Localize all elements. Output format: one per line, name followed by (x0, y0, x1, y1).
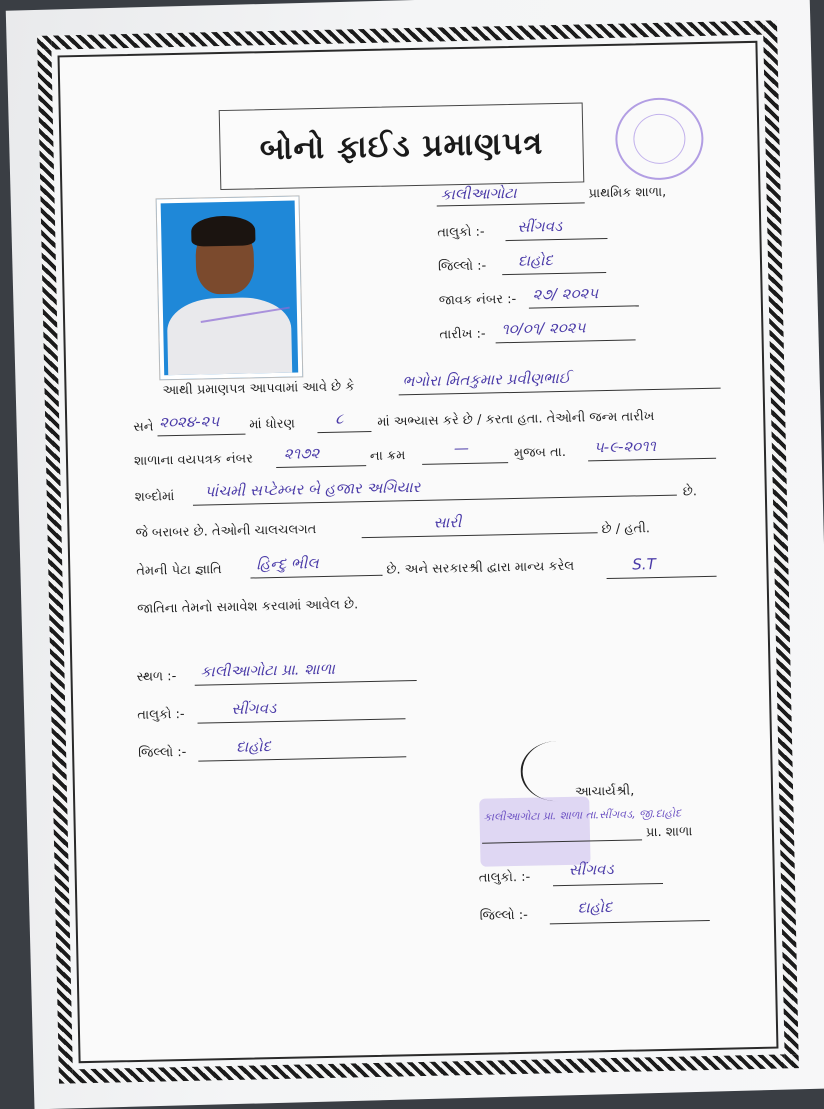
place-value: કાલીઆગોટા પ્રા. શાળા (200, 659, 336, 681)
outward-value: ૨૭/ ૨૦૨૫ (532, 284, 599, 304)
reg-line (276, 465, 366, 468)
student-photo (157, 196, 303, 379)
footer-district-label: જિલ્લો :- (137, 744, 187, 761)
taluka-label: તાલુકો :- (437, 224, 485, 241)
school-name-value: કાલીઆગોટા (440, 183, 517, 204)
outward-line (529, 305, 639, 308)
body-line1: આથી પ્રમાણપત્ર આપવામાં આવે છે કે (162, 379, 355, 399)
conduct-value: સારી (433, 513, 462, 532)
district-line (502, 272, 606, 275)
dob-line (588, 458, 716, 462)
reg-value: ૨૧૭૨ (283, 444, 320, 463)
category-value: S.T (632, 555, 656, 574)
body-line6-prefix: તેમની પેટા જ્ઞાતિ (136, 562, 222, 579)
school-suffix: પ્રાથમિક શાળા, (588, 184, 667, 202)
school-seal (479, 796, 590, 866)
principal-taluka-value: સીંગવડ (568, 859, 614, 879)
principal-district-line (550, 920, 710, 924)
principal-label: આચાર્યશ્રી, (574, 783, 635, 800)
caste-value: હિન્દુ ભીલ (256, 554, 319, 574)
year-line (158, 434, 246, 437)
certificate-content (66, 51, 771, 1055)
round-stamp (615, 97, 705, 181)
footer-district-line (198, 756, 406, 761)
district-value: દાહોદ (517, 251, 553, 270)
footer-taluka-value: સીંગવડ (231, 699, 277, 718)
student-name-value: ભગોરા મિતકુમાર પ્રવીણભાઈ (402, 368, 571, 391)
place-line (195, 680, 417, 686)
photo-hair (191, 215, 256, 246)
year-value: ૨૦૨૪-૨૫ (159, 412, 220, 432)
body-line5-prefix: જે બરાબર છે. તેઓની ચાલચલગત (135, 522, 317, 541)
body-line6-mid: છે. અને સરકારશ્રી દ્વારા માન્ય કરેલ (386, 558, 575, 578)
principal-school-suffix: પ્રા. શાળા (645, 824, 693, 841)
certificate-title: બોનો ફાઈડ પ્રમાણપત્ર (259, 124, 544, 167)
body-line2-prefix: સને (133, 419, 154, 435)
caste-line (250, 575, 382, 579)
serial-value: — (453, 438, 470, 458)
district-label: જિલ્લો :- (437, 258, 487, 275)
date-label: તારીખ :- (439, 326, 486, 343)
body-line3-prefix: શાળાના વયપત્રક નંબર (133, 451, 254, 469)
body-line4-suffix: છે. (682, 484, 698, 500)
body-line3-suffix: મુજબ તા. (513, 444, 567, 461)
footer-district-value: દાહોદ (235, 737, 272, 756)
body-line5-suffix: છે / હતી. (601, 521, 651, 538)
std-value: ૮ (335, 409, 344, 428)
body-line2-mid: માં ધોરણ (249, 416, 296, 433)
serial-line (422, 462, 508, 465)
date-value: ૧૦/૦૧/ ૨૦૨૫ (501, 318, 586, 339)
body-line3-mid: ના ક્રમ (369, 448, 406, 464)
std-line (317, 431, 371, 433)
school-seal-text: કાલીઆગોટા પ્રા. શાળા તા.સીંગવડ, જી.દાહોદ (483, 806, 682, 824)
principal-district-value: દાહોદ (577, 898, 613, 917)
dob-value: ૫-૯-૨૦૧૧ (593, 436, 657, 457)
taluka-value: સીંગવડ (517, 216, 563, 236)
dob-words-value: પાંચમી સપ્ટેમ્બર બે હજાર અગિયાર (204, 477, 421, 501)
date-line (496, 339, 636, 343)
principal-taluka-label: તાલુકો. :- (478, 869, 531, 886)
body-line4-prefix: શબ્દોમાં (134, 489, 175, 505)
principal-taluka-line (553, 883, 663, 886)
body-line7: જાતિના તેમનો સમાવેશ કરવામાં આવેલ છે. (136, 597, 359, 617)
place-label: સ્થળ :- (136, 669, 177, 685)
certificate-sheet (37, 20, 799, 1083)
footer-taluka-label: તાલુકો :- (137, 706, 185, 723)
title-box (219, 102, 585, 190)
category-line (607, 576, 717, 579)
footer-taluka-line (198, 718, 406, 723)
body-line2-suffix: માં અભ્યાસ કરે છે / કરતા હતા. તેઓની જન્મ તારીખ (377, 409, 655, 430)
conduct-line (362, 532, 598, 538)
taluka-line (505, 238, 607, 241)
principal-district-label: જિલ્લો :- (479, 907, 529, 924)
outward-label: જાવક નંબર :- (438, 291, 517, 309)
